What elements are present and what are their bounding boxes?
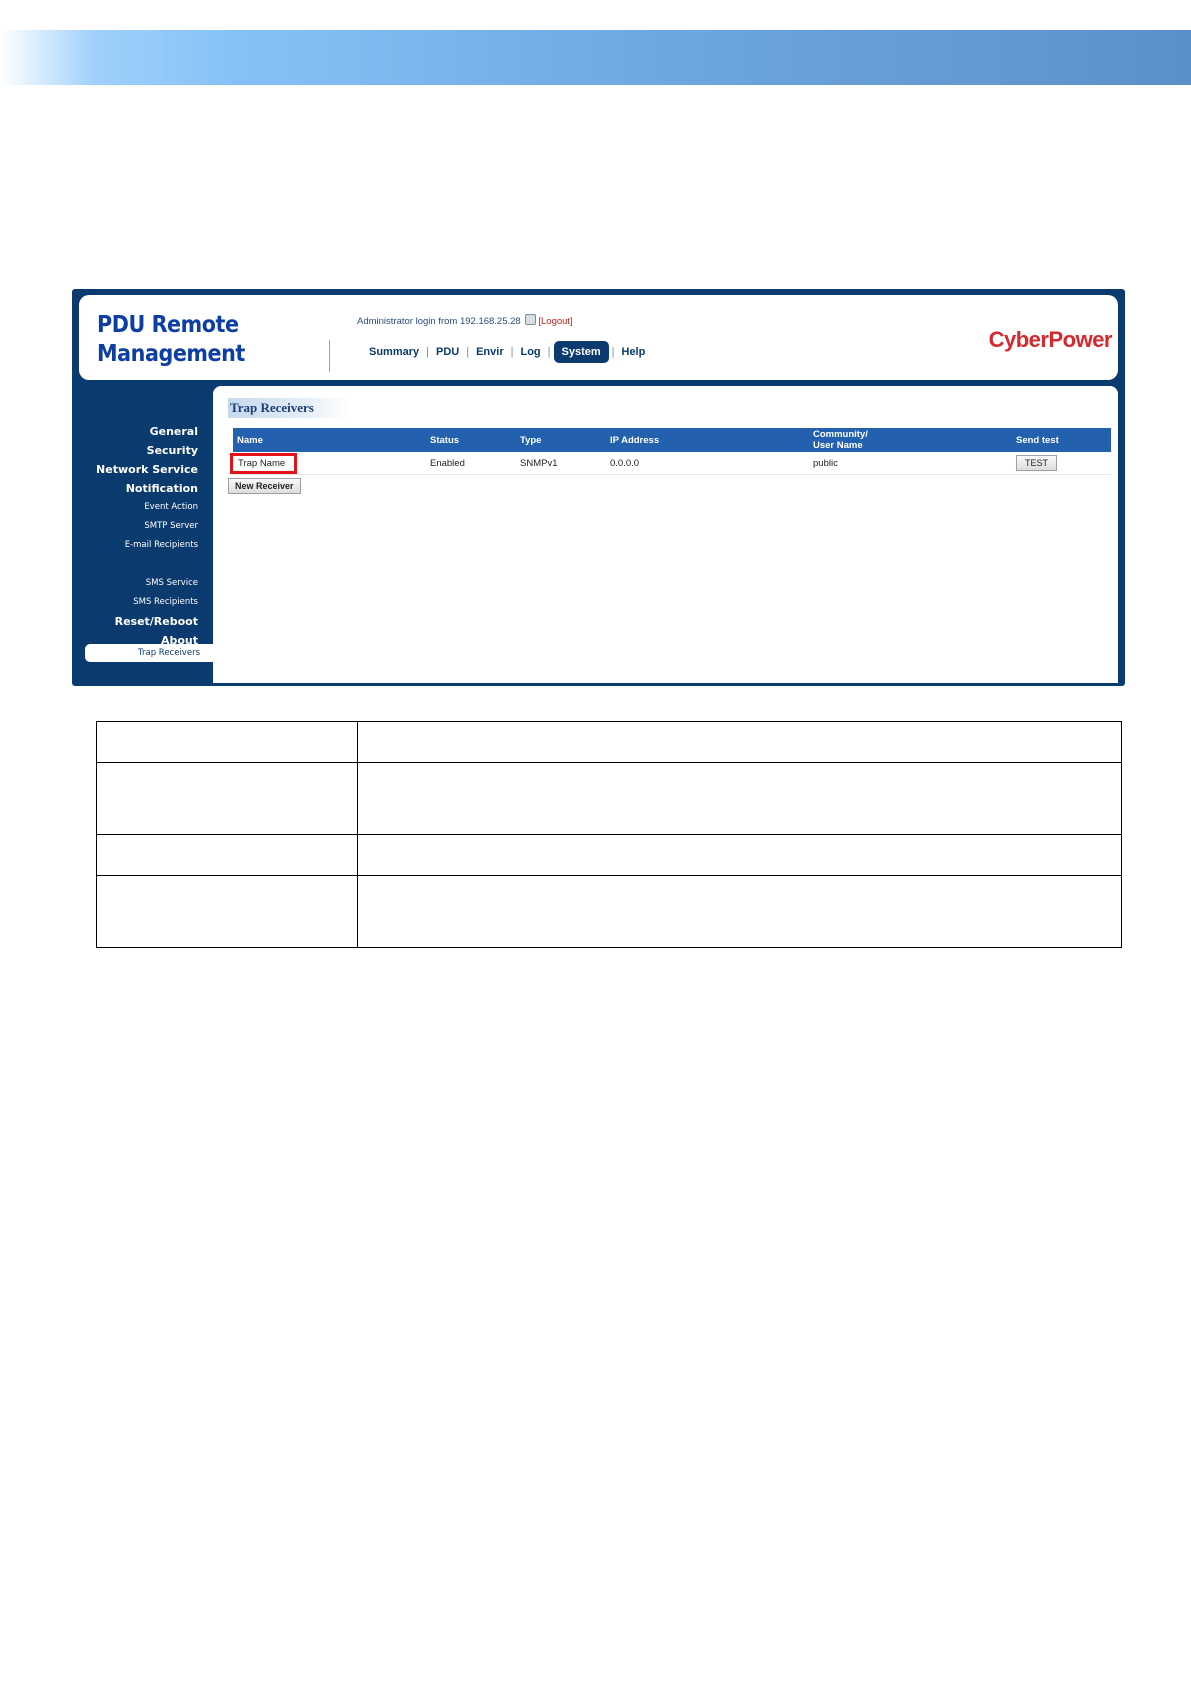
lock-icon <box>525 314 536 325</box>
pdu-screenshot-frame <box>72 289 1125 686</box>
nav-separator: | <box>611 346 615 358</box>
desc-key <box>97 876 358 948</box>
tab-system[interactable]: System <box>554 341 609 363</box>
sidebar-item-about[interactable]: About <box>160 634 198 647</box>
logo-line-1: PDU Remote <box>97 312 239 338</box>
table-row <box>233 452 1111 475</box>
col-community-line-1: Community/ <box>813 429 868 440</box>
cell-status: Enabled <box>426 452 516 475</box>
nav-separator: | <box>547 346 551 358</box>
col-ip-address: IP Address <box>606 428 809 452</box>
cell-name <box>233 452 426 475</box>
brand-logo: CyberPower <box>988 327 1112 352</box>
logout-link[interactable]: [Logout] <box>538 316 573 327</box>
desc-row <box>97 835 1122 876</box>
sidebar-item-sms-service[interactable]: SMS Service <box>145 578 198 588</box>
login-text: Administrator login from 192.168.25.28 <box>357 316 521 327</box>
col-send-test: Send test <box>1012 428 1111 452</box>
col-status: Status <box>426 428 516 452</box>
desc-key <box>97 763 358 835</box>
trap-receivers-table <box>233 428 1111 475</box>
sidebar-item-network-service[interactable]: Network Service <box>96 463 198 476</box>
desc-value <box>358 835 1122 876</box>
sidebar-item-reset-reboot[interactable]: Reset/Reboot <box>114 615 198 628</box>
header <box>79 295 1118 380</box>
cell-ip: 0.0.0.0 <box>606 452 809 475</box>
trap-name-link[interactable]: Trap Name <box>230 453 297 474</box>
description-table <box>96 721 1122 948</box>
nav-separator: | <box>426 346 429 358</box>
cell-community: public <box>809 452 1012 475</box>
table-header-row <box>233 428 1111 452</box>
col-community-line-2: User Name <box>813 440 863 451</box>
main-content <box>213 386 1118 683</box>
col-community <box>809 428 1012 452</box>
test-button[interactable]: TEST <box>1016 455 1057 471</box>
desc-row <box>97 763 1122 835</box>
sidebar-item-sms-recipients[interactable]: SMS Recipients <box>133 597 198 607</box>
app-logo <box>97 311 277 369</box>
tab-log[interactable]: Log <box>520 346 541 358</box>
sidebar-item-smtp-server[interactable]: SMTP Server <box>144 521 198 531</box>
desc-value <box>358 876 1122 948</box>
col-type: Type <box>516 428 606 452</box>
cell-send-test <box>1012 452 1111 475</box>
desc-row <box>97 722 1122 763</box>
desc-key <box>97 722 358 763</box>
sidebar-item-event-action[interactable]: Event Action <box>144 502 198 512</box>
sidebar-item-trap-receivers[interactable]: Trap Receivers <box>138 648 200 658</box>
page-banner <box>0 30 1191 85</box>
sidebar-item-general[interactable]: General <box>149 425 198 438</box>
col-name: Name <box>233 428 426 452</box>
nav-separator: | <box>466 346 470 358</box>
logo-line-2: Management <box>97 341 245 367</box>
desc-value <box>358 763 1122 835</box>
login-info <box>357 314 573 327</box>
sidebar <box>75 386 213 676</box>
sidebar-item-security[interactable]: Security <box>146 444 198 457</box>
desc-row <box>97 876 1122 948</box>
sidebar-item-email-recipients[interactable]: E-mail Recipients <box>124 540 198 550</box>
cell-type: SNMPv1 <box>516 452 606 475</box>
tab-envir[interactable]: Envir <box>476 346 504 358</box>
header-divider <box>329 340 330 372</box>
top-nav <box>362 340 652 364</box>
page-title: Trap Receivers <box>228 398 350 418</box>
tab-pdu[interactable]: PDU <box>436 346 460 358</box>
desc-key <box>97 835 358 876</box>
desc-value <box>358 722 1122 763</box>
sidebar-item-notification[interactable]: Notification <box>125 482 198 495</box>
nav-separator: | <box>510 346 514 358</box>
tab-help[interactable]: Help <box>621 346 646 358</box>
tab-summary[interactable]: Summary <box>369 346 420 358</box>
new-receiver-button[interactable]: New Receiver <box>228 478 301 494</box>
